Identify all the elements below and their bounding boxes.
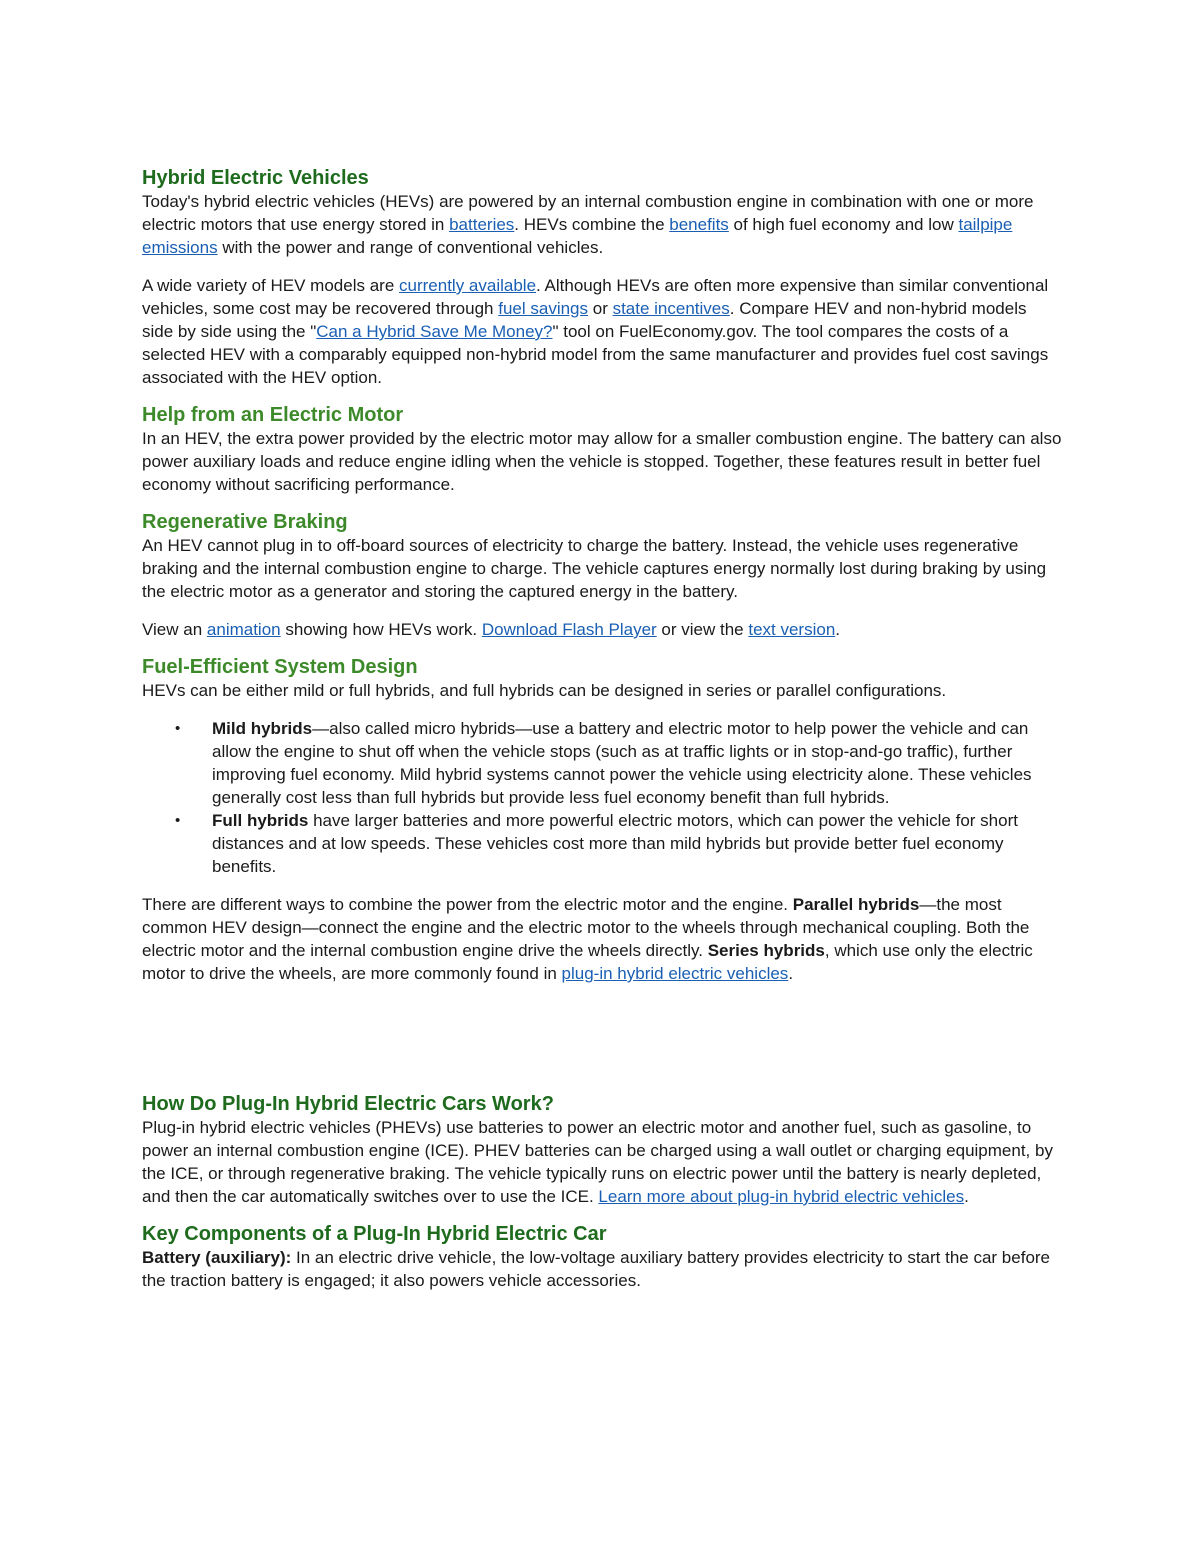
text: . Although HEVs are often more expensive than similar conventional vehicles, some cost may be recovered through — [142, 276, 1049, 318]
term-mild-hybrids: Mild hybrids — [212, 719, 313, 738]
document-page — [142, 166, 1062, 1292]
text: Plug-in hybrid electric vehicles (PHEVs) use batteries to power an electric motor and another fuel, such as gasoline, to power an internal combustion engine (ICE). PHEV batteries can be charged using a wall outlet or charging equipment, by the ICE, or through regenerative braking. The vehicle typically runs on electric power until the battery is nearly depleted, and then the car automatically switches over to use the ICE. — [142, 1118, 1053, 1206]
link-benefits[interactable]: benefits — [669, 215, 729, 234]
section-title-regenerative-braking: Regenerative Braking — [142, 511, 348, 533]
text: . — [964, 1187, 969, 1206]
text: or — [588, 299, 613, 318]
bullet-icon: • — [175, 812, 181, 829]
link-animation[interactable]: animation — [206, 620, 281, 639]
text: There are different ways to combine the power from the electric motor and the engine. — [142, 895, 793, 914]
section-title-hybrid-electric-vehicles: Hybrid Electric Vehicles — [142, 167, 369, 189]
term-battery-auxiliary: Battery (auxiliary): — [142, 1248, 292, 1267]
link-batteries[interactable]: batteries — [449, 215, 515, 234]
term-full-hybrids: Full hybrids — [212, 811, 309, 830]
paragraph-phev-intro — [142, 1116, 1062, 1208]
section-title-key-components: Key Components of a Plug-In Hybrid Electric Car — [142, 1223, 607, 1245]
term-series-hybrids: Series hybrids — [707, 941, 825, 960]
paragraph-hev-intro — [142, 190, 1062, 259]
paragraph-hev-models — [142, 274, 1062, 389]
section-title-how-do-phevs-work: How Do Plug-In Hybrid Electric Cars Work? — [142, 1093, 554, 1115]
paragraph-electric-motor: In an HEV, the extra power provided by the electric motor may allow for a smaller combustion engine. The battery can also power auxiliary loads and reduce engine idling when the vehicle is stopped. Together, these features result in better fuel economy without sacrificing performance. — [142, 429, 1062, 494]
link-currently-available[interactable]: currently available — [399, 276, 537, 295]
bullet-icon: • — [175, 720, 181, 737]
section-title-fuel-efficient-system-design: Fuel-Efficient System Design — [142, 656, 418, 678]
text: . HEVs combine the — [514, 215, 670, 234]
text: . Compare HEV and non-hybrid models side by side using the " — [142, 299, 1027, 341]
section-title-help-from-electric-motor: Help from an Electric Motor — [142, 404, 404, 426]
link-learn-more-phev[interactable]: Learn more about plug-in hybrid electric vehicles — [598, 1187, 965, 1206]
link-text-version[interactable]: text version — [748, 620, 836, 639]
text: or view the — [656, 620, 749, 639]
link-download-flash-player[interactable]: Download Flash Player — [481, 620, 657, 639]
link-state-incentives[interactable]: state incentives — [612, 299, 730, 318]
paragraph-regenerative-braking: An HEV cannot plug in to off-board sources of electricity to charge the battery. Instead, the vehicle uses regenerative braking and the internal combustion engine to charge. The vehicle captures energy normally lost during braking by using the electric motor as a generator and storing the captured energy in the battery. — [142, 536, 1047, 601]
link-tailpipe-emissions[interactable]: tailpipe emissions — [142, 215, 1013, 257]
text: showing how HEVs work. — [280, 620, 482, 639]
text: Today's hybrid electric vehicles (HEVs) are powered by an internal combustion engine in combination with one or more electric motors that use energy stored in — [142, 192, 1034, 234]
text: with the power and range of conventional vehicles. — [217, 238, 604, 257]
text: In an electric drive vehicle, the low-voltage auxiliary battery provides electricity to start the car before the traction battery is engaged; it also powers vehicle accessories. — [142, 1248, 1051, 1290]
paragraph-combine-power — [142, 893, 1062, 985]
paragraph-mild-or-full: HEVs can be either mild or full hybrids, and full hybrids can be designed in series or parallel configurations. — [142, 681, 947, 700]
text: have larger batteries and more powerful electric motors, which can power the vehicle for short distances and at low speeds. These vehicles cost more than mild hybrids but provide better fuel economy benefits. — [212, 811, 1018, 876]
paragraph-battery-auxiliary — [142, 1246, 1062, 1292]
text: —also called micro hybrids—use a battery and electric motor to help power the vehicle and can allow the engine to shut off when the vehicle stops (such as at traffic lights or in stop-and-go traffic), further improving fuel economy. Mild hybrid systems cannot power the vehicle using electricity alone. These vehicles generally cost less than full hybrids but provide less fuel economy benefit than full hybrids. — [212, 719, 1032, 807]
text: . — [788, 964, 794, 983]
hybrid-types-list — [142, 717, 1062, 878]
text: of high fuel economy and low — [728, 215, 959, 234]
text: A wide variety of HEV models are — [142, 276, 400, 295]
list-item-full-hybrids — [175, 809, 1062, 878]
list-item-mild-hybrids — [175, 717, 1062, 809]
text: " tool on FuelEconomy.gov. The tool compares the costs of a selected HEV with a comparably equipped non-hybrid model from the same manufacturer and provides fuel cost savings associated with the HEV option. — [142, 322, 1049, 387]
text: . — [835, 620, 841, 639]
paragraph-animation — [142, 618, 1062, 641]
link-plug-in-hybrid-electric-vehicles[interactable]: plug-in hybrid electric vehicles — [561, 964, 789, 983]
text: , which use only the electric motor to drive the wheels, are more commonly found in — [142, 941, 1033, 983]
text: —the most common HEV design—connect the engine and the electric motor to the wheels through mechanical coupling. Both the electric motor and the internal combustion engine drive the wheels directly. — [142, 895, 1030, 960]
link-can-a-hybrid-save-me-money[interactable]: Can a Hybrid Save Me Money? — [316, 322, 553, 341]
text: View an — [142, 620, 207, 639]
link-fuel-savings[interactable]: fuel savings — [498, 299, 589, 318]
term-parallel-hybrids: Parallel hybrids — [792, 895, 920, 914]
